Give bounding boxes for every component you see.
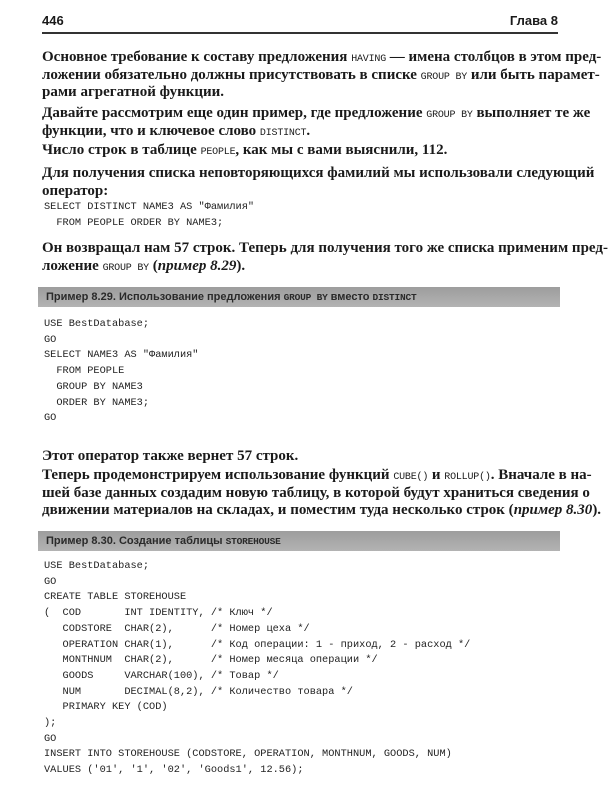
code-line: GO [44,412,57,425]
text-run: , как мы с вами выяснили, 112. [235,142,448,158]
paragraph [42,49,602,102]
text-run: — имена столбцов в этом пред- [386,49,602,65]
text-run: Пример 8.30. Создание таблицы [46,535,226,547]
text-run: вместо [327,291,373,303]
text-run: Пример 8.29. Использование предложения [46,291,284,303]
code-line: ( COD INT IDENTITY, /* Ключ */ [44,607,273,620]
text-run: оператор: [42,182,109,199]
text-line [42,448,558,466]
code-line: FROM PEOPLE ORDER BY NAME3; [44,216,224,229]
inline-code: GROUP BY [283,292,328,303]
text-run: Число строк в таблице [42,142,201,158]
text-run: рами агрегатной функции. [42,84,225,100]
example-reference: пример 8.29 [157,257,237,274]
header-rule [42,32,558,34]
text-run: ). [236,257,246,274]
text-line [42,105,591,123]
text-line [42,258,558,276]
text-run: Этот оператор также вернет 57 строк. [42,448,299,464]
code-line: PRIMARY KEY (COD) [44,701,168,714]
text-line [42,142,558,160]
text-run: . Вначале в на- [490,467,592,483]
code-line: MONTHNUM CHAR(2), /* Номер месяца операции */ [44,654,378,667]
example-banner [38,287,560,307]
paragraph [42,142,558,160]
text-run: . [306,122,311,139]
text-line [42,49,602,67]
text-run: Он возвращал нам 57 строк. Теперь для получения того же списка применим пред- [42,240,608,256]
code-line: GO [44,333,57,346]
running-header [42,13,558,31]
code-line: USE BestDatabase; [44,560,150,572]
inline-code: DISTINCT [372,292,417,303]
text-run: Теперь продемонстрируем использование функций [42,467,394,483]
text-line [42,84,558,102]
text-line [42,183,558,201]
code-line: ORDER BY NAME3; [44,396,150,409]
text-line [42,467,592,485]
code-line: SELECT DISTINCT NAME3 AS "Фамилия" [44,201,255,213]
inline-code: HAVING [351,54,386,65]
code-block [44,559,470,779]
text-line [42,165,595,183]
code-line: ); [44,717,57,730]
inline-code: CUBE() [393,472,429,483]
inline-code: GROUP BY [420,71,468,83]
inline-code: STOREHOUSE [225,536,281,547]
text-line [42,123,558,141]
code-line: VALUES ('01', '1', '02', 'Goods1', 12.56); [44,764,304,777]
code-line: GOODS VARCHAR(100), /* Товар */ [44,669,279,682]
paragraph [42,240,608,275]
text-run: ложение [42,257,103,274]
code-line: GROUP BY NAME3 [44,380,143,393]
text-run: или быть парамет- [467,66,600,83]
text-line [42,240,608,258]
code-line: GO [44,732,57,745]
code-block [44,200,254,231]
code-line: USE BestDatabase; [44,318,150,330]
paragraph [42,105,591,140]
page-number: 446 [42,13,64,28]
code-line: CREATE TABLE STOREHOUSE [44,591,187,604]
text-run: шей базе данных создадим новую таблицу, в которой будут храниться сведения о [42,484,590,501]
text-run: выполняет те же [472,105,591,121]
text-run: Для получения списка неповторяющихся фамилий мы использовали следующий [42,165,595,181]
inline-code: GROUP BY [426,110,473,121]
code-line: NUM DECIMAL(8,2), /* Количество товара */ [44,685,353,698]
text-line [42,66,600,85]
example-reference: пример 8.30 [513,502,593,518]
text-run: Давайте рассмотрим еще один пример, где предложение [42,105,427,121]
code-line: CODSTORE CHAR(2), /* Номер цеха */ [44,622,310,635]
text-run: функции, что и ключевое слово [42,122,260,139]
text-run: ( [149,257,158,274]
text-run: Основное требование к составу предложения [42,49,352,65]
text-run: ). [592,502,602,518]
inline-code: PEOPLE [200,147,236,158]
text-line [42,502,602,520]
text-run: и [428,467,445,483]
code-line: INSERT INTO STOREHOUSE (CODSTORE, OPERATION, MONTHNUM, GOODS, NUM) [44,748,452,761]
paragraph [42,467,602,520]
code-line: GO [44,575,57,588]
text-run: движении материалов на складах, и поместим туда несколько строк ( [42,502,514,518]
code-block [44,317,198,427]
text-line [42,484,590,503]
paragraph [42,165,595,200]
chapter-title: Глава 8 [509,13,558,28]
inline-code: DISTINCT [259,127,307,139]
code-line: SELECT NAME3 AS "Фамилия" [44,349,199,362]
text-run: ложении обязательно должны присутствовать в списке [42,66,421,83]
code-line: OPERATION CHAR(1), /* Код операции: 1 - приход, 2 - расход */ [44,638,471,651]
inline-code: ROLLUP() [444,472,491,483]
inline-code: GROUP BY [102,262,149,274]
example-banner [38,531,560,551]
code-line: FROM PEOPLE [44,365,125,378]
paragraph [42,448,558,466]
